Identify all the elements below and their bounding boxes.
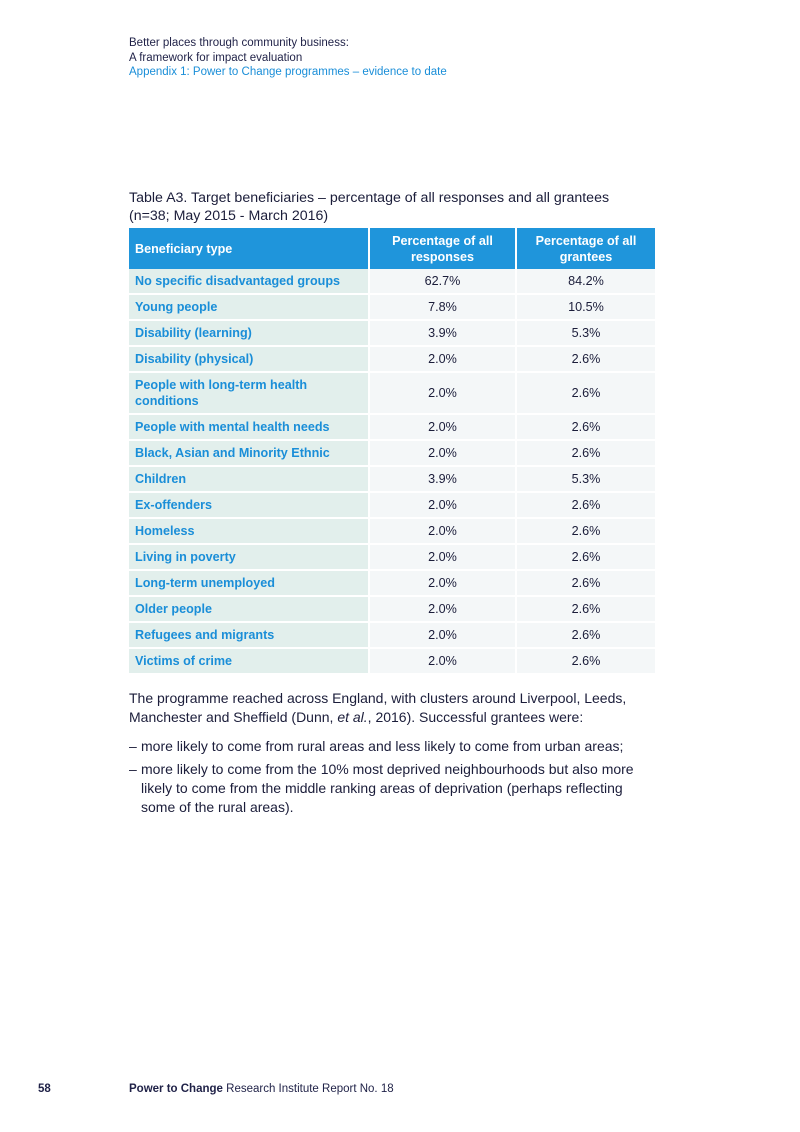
pct-responses-cell: 62.7%	[370, 269, 517, 295]
pct-responses-cell: 2.0%	[370, 441, 517, 467]
pct-responses-cell: 2.0%	[370, 545, 517, 571]
table-caption-line2: (n=38; May 2015 - March 2016)	[129, 208, 329, 224]
pct-grantees-cell: 2.6%	[517, 373, 655, 415]
header-beneficiary-type: Beneficiary type	[129, 228, 370, 269]
pct-responses-cell: 2.0%	[370, 571, 517, 597]
table-caption	[129, 189, 669, 225]
pct-grantees-cell: 84.2%	[517, 269, 655, 295]
body-paragraph-text-end: , 2016). Successful grantees were:	[367, 709, 584, 725]
table-row	[129, 347, 655, 373]
table-row	[129, 623, 655, 649]
list-item	[129, 760, 659, 817]
bullet-dash: –	[129, 738, 137, 754]
beneficiary-type-cell: Black, Asian and Minority Ethnic	[129, 441, 370, 467]
beneficiary-type-cell: Ex-offenders	[129, 493, 370, 519]
header-title-line1: Better places through community business:	[129, 37, 349, 49]
pct-grantees-cell: 2.6%	[517, 347, 655, 373]
table-row	[129, 269, 655, 295]
header-pct-grantees: Percentage of all grantees	[517, 228, 655, 269]
beneficiary-type-cell: People with long-term health conditions	[129, 373, 370, 415]
pct-grantees-cell: 2.6%	[517, 415, 655, 441]
pct-grantees-cell: 5.3%	[517, 467, 655, 493]
table-row	[129, 545, 655, 571]
pct-responses-cell: 2.0%	[370, 493, 517, 519]
pct-responses-cell: 3.9%	[370, 467, 517, 493]
body-paragraph-text: The programme reached across England, with clusters around Liverpool, Leeds, Manchester and Sheffield (Dunn,	[129, 690, 627, 725]
body-paragraph	[129, 689, 659, 727]
beneficiary-type-cell: Older people	[129, 597, 370, 623]
pct-grantees-cell: 10.5%	[517, 295, 655, 321]
list-item-text: more likely to come from the 10% most deprived neighbourhoods but also more likely to come from the middle ranking areas of deprivation (perhaps reflecting some of the rural areas).	[141, 761, 634, 815]
list-item-text: more likely to come from rural areas and less likely to come from urban areas;	[141, 738, 624, 754]
table-row	[129, 519, 655, 545]
footer-report-name: Research Institute Report No. 18	[226, 1083, 394, 1095]
beneficiary-type-cell: No specific disadvantaged groups	[129, 269, 370, 295]
footer-report-title	[129, 1083, 394, 1095]
beneficiary-type-cell: Long-term unemployed	[129, 571, 370, 597]
header-title-line2: A framework for impact evaluation	[129, 51, 303, 64]
pct-grantees-cell: 5.3%	[517, 321, 655, 347]
pct-grantees-cell: 2.6%	[517, 545, 655, 571]
running-header	[129, 36, 447, 80]
table-caption-line1: Table A3. Target beneficiaries – percentage of all responses and all grantees	[129, 190, 610, 206]
pct-grantees-cell: 2.6%	[517, 597, 655, 623]
beneficiary-type-cell: Homeless	[129, 519, 370, 545]
table-header-row	[129, 228, 655, 269]
pct-grantees-cell: 2.6%	[517, 623, 655, 649]
pct-responses-cell: 7.8%	[370, 295, 517, 321]
pct-grantees-cell: 2.6%	[517, 571, 655, 597]
footer-org-name: Power to Change	[129, 1083, 223, 1095]
table-row	[129, 373, 655, 415]
table-row	[129, 493, 655, 519]
pct-responses-cell: 2.0%	[370, 347, 517, 373]
table-row	[129, 571, 655, 597]
body-text	[129, 689, 659, 821]
pct-grantees-cell: 2.6%	[517, 493, 655, 519]
beneficiary-type-cell: Young people	[129, 295, 370, 321]
beneficiary-type-cell: Children	[129, 467, 370, 493]
pct-responses-cell: 2.0%	[370, 597, 517, 623]
pct-responses-cell: 3.9%	[370, 321, 517, 347]
list-item	[129, 737, 659, 756]
beneficiary-type-cell: Refugees and migrants	[129, 623, 370, 649]
bullet-dash: –	[129, 761, 137, 777]
beneficiary-table	[129, 228, 655, 675]
header-section: Appendix 1: Power to Change programmes – evidence to date	[129, 66, 447, 78]
table-row	[129, 295, 655, 321]
pct-responses-cell: 2.0%	[370, 519, 517, 545]
pct-grantees-cell: 2.6%	[517, 649, 655, 675]
table-row	[129, 597, 655, 623]
table-row	[129, 467, 655, 493]
pct-grantees-cell: 2.6%	[517, 519, 655, 545]
beneficiary-type-cell: Disability (physical)	[129, 347, 370, 373]
body-citation-italic: et al.	[337, 709, 368, 725]
table-row	[129, 415, 655, 441]
header-pct-responses: Percentage of all responses	[370, 228, 517, 269]
table-row	[129, 321, 655, 347]
beneficiary-type-cell: People with mental health needs	[129, 415, 370, 441]
table-row	[129, 649, 655, 675]
pct-responses-cell: 2.0%	[370, 415, 517, 441]
beneficiary-type-cell: Victims of crime	[129, 649, 370, 675]
table-row	[129, 441, 655, 467]
pct-responses-cell: 2.0%	[370, 623, 517, 649]
beneficiary-type-cell: Living in poverty	[129, 545, 370, 571]
page-number: 58	[38, 1083, 51, 1095]
pct-responses-cell: 2.0%	[370, 649, 517, 675]
pct-grantees-cell: 2.6%	[517, 441, 655, 467]
beneficiary-type-cell: Disability (learning)	[129, 321, 370, 347]
pct-responses-cell: 2.0%	[370, 373, 517, 415]
